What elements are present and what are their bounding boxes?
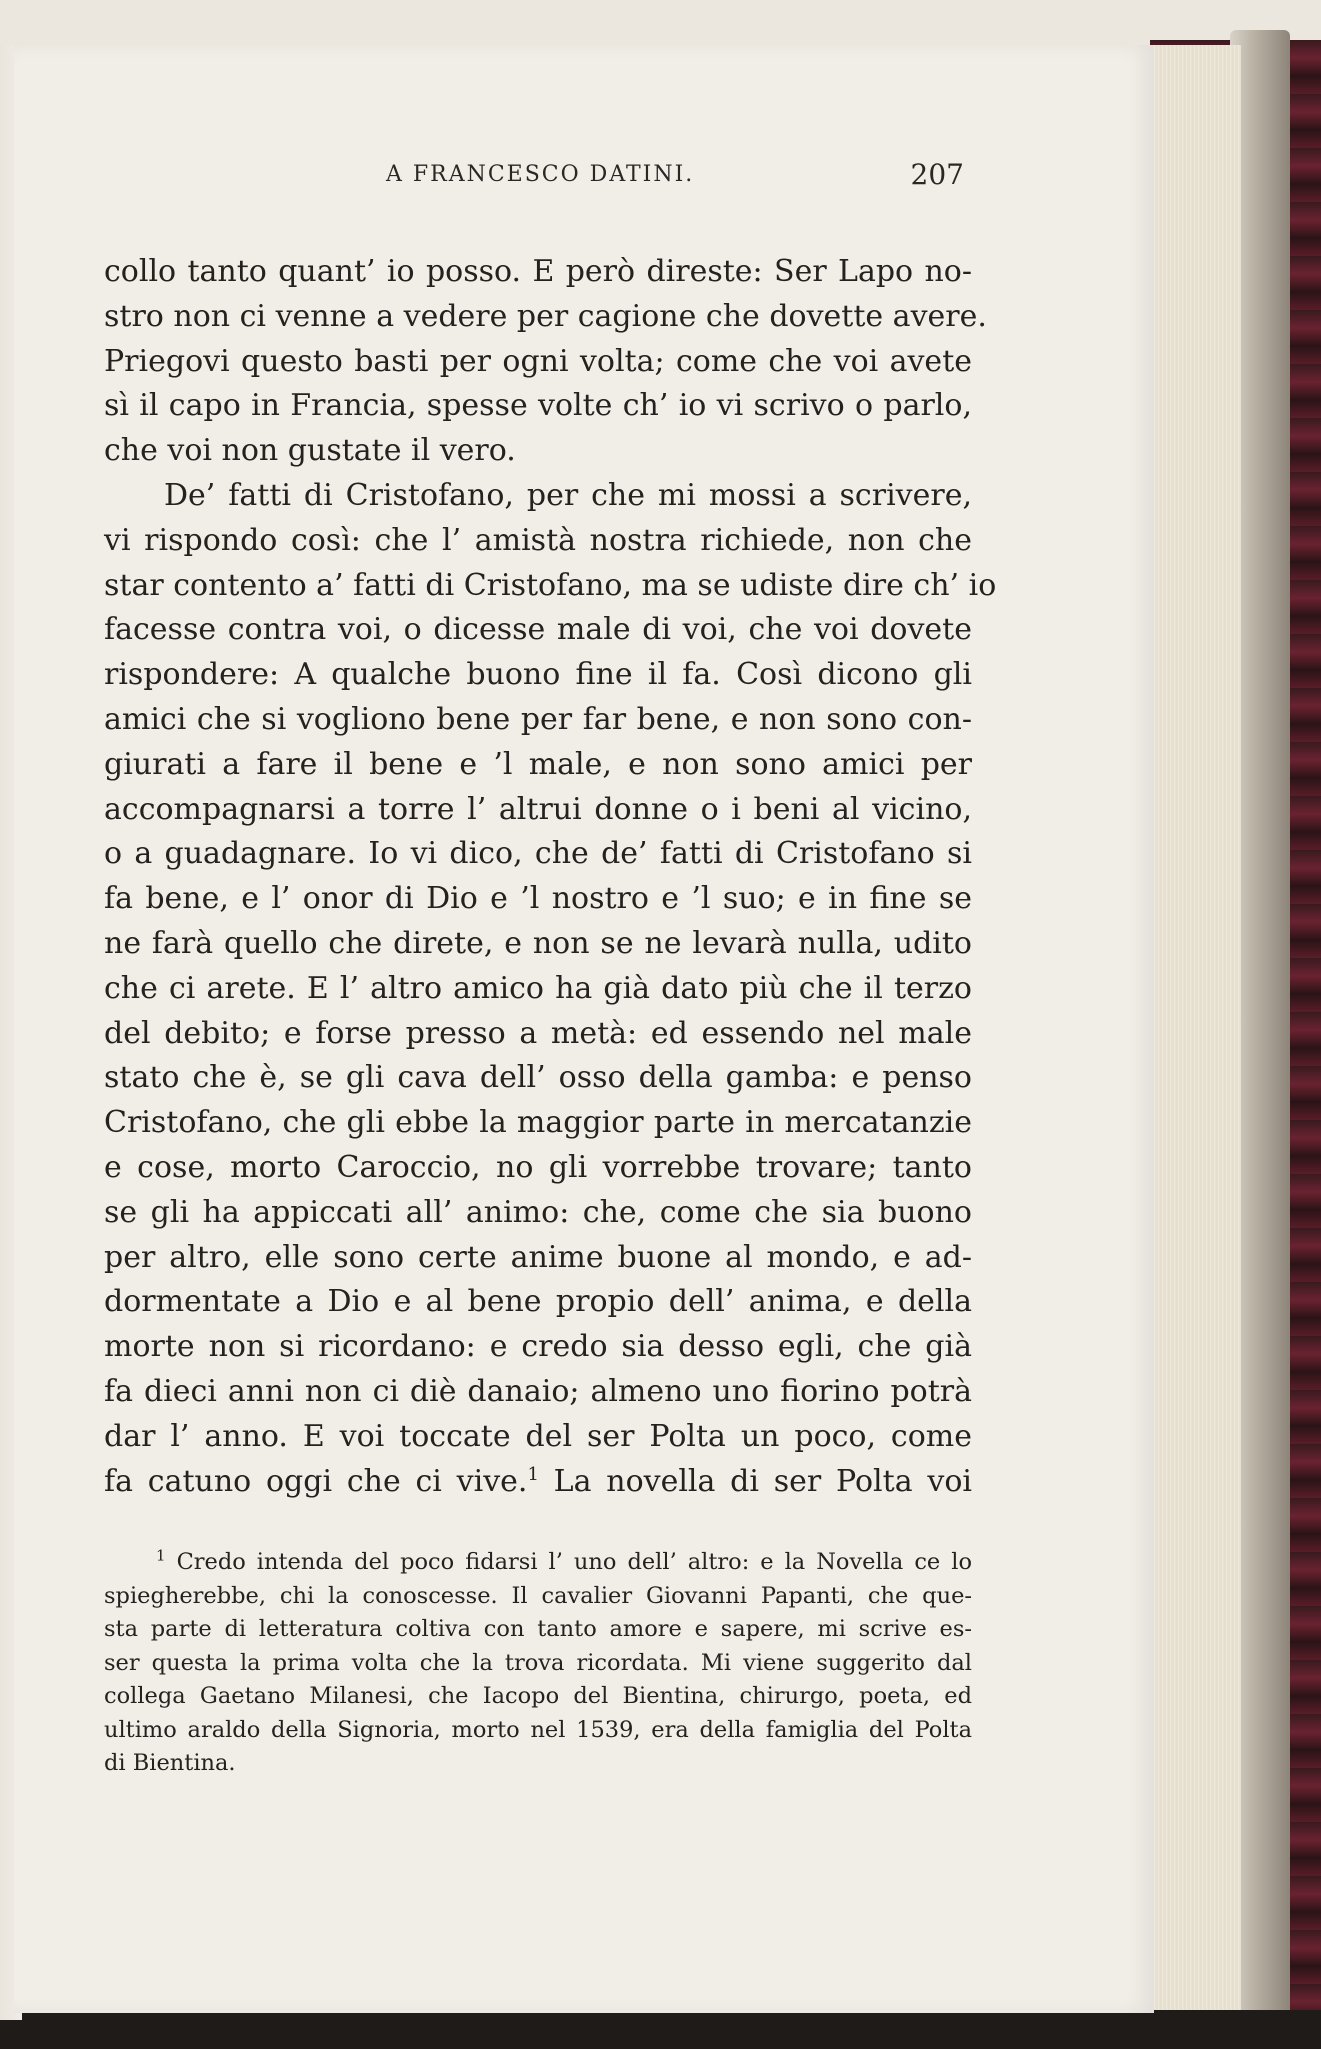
text-line: e cose, morto Caroccio, no gli vorrebbe trovare; tanto xyxy=(104,1149,972,1185)
scan-bottom-edge xyxy=(0,2010,1321,2049)
footnote-reference: 1 xyxy=(527,1463,539,1485)
text-segment: fa catuno oggi che ci vive. xyxy=(104,1463,528,1499)
text-line: Priegovi questo basti per ogni volta; come che voi avete xyxy=(104,343,972,379)
text-line: sì il capo in Francia, spesse volte ch’ io vi scrivo o parlo, xyxy=(104,388,972,424)
footnotes xyxy=(104,1546,972,1781)
text-line-with-footnote-ref xyxy=(104,1460,972,1505)
text-line: fa bene, e l’ onor di Dio e ’l nostro e ’l suo; e in fine se xyxy=(104,881,972,917)
text-line: accompagnarsi a torre l’ altrui donne o i beni al vicino, xyxy=(104,791,972,827)
text-line: facesse contra voi, o dicesse male di voi, che voi dovete xyxy=(104,612,972,648)
text-line: se gli ha appiccati all’ animo: che, come che sia buono xyxy=(104,1194,972,1230)
text-line: star contento a’ fatti di Cristofano, ma se udiste dire ch’ io xyxy=(104,567,997,603)
footnote-line: collega Gaetano Milanesi, che Iacopo del Bientina, chirurgo, poeta, ed xyxy=(104,1683,972,1709)
page-number: 207 xyxy=(910,158,964,191)
footnote-line: sta parte di letteratura coltiva con tanto amore e sapere, mi scrive es- xyxy=(104,1616,972,1642)
text-line: per altro, elle sono certe anime buone al mondo, e ad- xyxy=(104,1239,972,1275)
text-line: del debito; e forse presso a metà: ed essendo nel male xyxy=(104,1015,972,1051)
footnote-line: di Bientina. xyxy=(104,1750,236,1776)
text-line: Cristofano, che gli ebbe la maggior parte in mercatanzie xyxy=(104,1105,972,1141)
text-line: vi rispondo così: che l’ amistà nostra richiede, non che xyxy=(104,522,972,558)
running-head xyxy=(104,158,964,198)
text-line: fa dieci anni non ci diè danaio; almeno uno fiorino potrà xyxy=(104,1373,972,1409)
text-line: dormentate a Dio e al bene propio dell’ anima, e della xyxy=(104,1284,972,1320)
footnote-line: ultimo araldo della Signoria, morto nel 1539, era della famiglia del Polta xyxy=(104,1716,972,1743)
text-line: collo tanto quant’ io posso. E però direste: Ser Lapo no- xyxy=(104,254,972,289)
scan-top-edge xyxy=(0,0,1321,50)
body-text xyxy=(104,250,997,1504)
footnote-mark: 1 xyxy=(156,1546,166,1565)
text-line: dar l’ anno. E voi toccate del ser Polta un poco, come xyxy=(104,1418,972,1454)
footnote-text: Credo intenda del poco fidarsi l’ uno dell’ altro: e la Novella ce lo xyxy=(176,1549,972,1575)
page-stack-edge xyxy=(1150,45,1241,2035)
text-line: morte non si ricordano: e credo sia desso egli, che già xyxy=(104,1329,972,1365)
text-line: o a guadagnare. Io vi dico, che de’ fatti di Cristofano si xyxy=(104,836,972,872)
text-line: De’ fatti di Cristofano, per che mi mossi a scrivere, xyxy=(164,477,972,513)
text-line: ne farà quello che direte, e non se ne levarà nulla, udito xyxy=(104,925,972,961)
footnote-line xyxy=(104,1546,972,1580)
text-segment: La novella di ser Polta voi xyxy=(538,1463,972,1499)
footnote-line: ser questa la prima volta che la trova ricordata. Mi viene suggerito dal xyxy=(104,1649,972,1676)
text-line: stato che è, se gli cava dell’ osso della gamba: e penso xyxy=(104,1060,972,1096)
footnote-line: spiegherebbe, chi la conoscesse. Il cavalier Giovanni Papanti, che que- xyxy=(104,1582,972,1609)
text-line: giurati a fare il bene e ’l male, e non sono amici per xyxy=(104,746,972,782)
text-line: amici che si vogliono bene per far bene, e non sono con- xyxy=(104,701,972,737)
text-line: stro non ci venne a vedere per cagione che dovette avere. xyxy=(104,298,987,334)
running-title: A FRANCESCO DATINI. xyxy=(386,162,695,187)
text-line: che voi non gustate il vero. xyxy=(104,433,516,469)
text-line: che ci arete. E l’ altro amico ha già dato più che il terzo xyxy=(104,970,972,1006)
text-line: rispondere: A qualche buono fine il fa. Così dicono gli xyxy=(104,657,972,693)
